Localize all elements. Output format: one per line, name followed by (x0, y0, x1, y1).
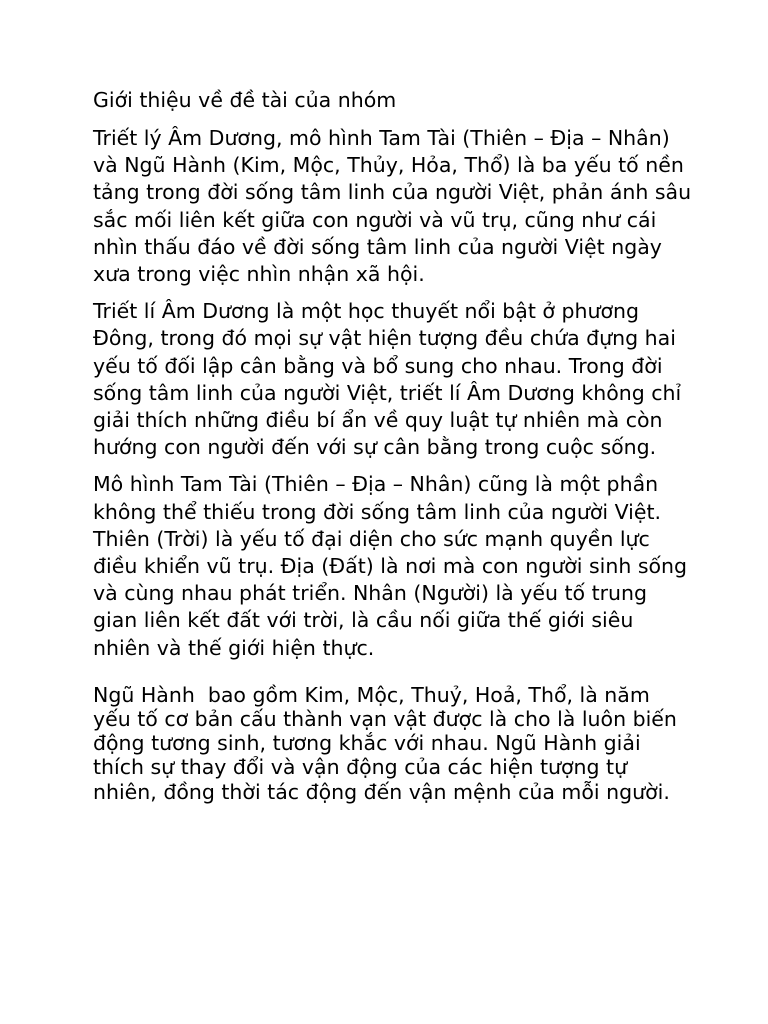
paragraph-intro: Triết lý Âm Dương, mô hình Tam Tài (Thiên – Địa – Nhân) và Ngũ Hành (Kim, Mộc, Thủy, Hỏa, Thổ) là ba yếu tố nền tảng trong đời sống tâm linh của người Việt, phản ánh sâu sắc mối liên kết giữa con người và vũ trụ, cũng như cái nhìn thấu đáo về đời sống tâm linh của người Việt ngày xưa trong việc nhìn nhận xã hội. (93, 126, 692, 287)
paragraph-tam-tai: Mô hình Tam Tài (Thiên – Địa – Nhân) cũng là một phần không thể thiếu trong đời sống tâm linh của người Việt. Thiên (Trời) là yếu tố đại diện cho sức mạnh quyền lực điều khiển vũ trụ. Địa (Đất) là nơi mà con người sinh sống và cùng nhau phát triển. Nhân (Người) là yếu tố trung gian liên kết đất với trời, là cầu nối giữa thế giới siêu nhiên và thế giới hiện thực. (93, 472, 688, 660)
paragraph-am-duong: Triết lí Âm Dương là một học thuyết nổi bật ở phương Đông, trong đó mọi sự vật hiện tượng đều chứa đựng hai yếu tố đối lập cân bằng và bổ sung cho nhau. Trong đời sống tâm linh của người Việt, triết lí Âm Dương không chỉ giải thích những điều bí ẩn về quy luật tự nhiên mà còn hướng con người đến với sự cân bằng trong cuộc sống. (93, 299, 682, 460)
document-body (93, 86, 693, 804)
paragraph-ngu-hanh: Ngũ Hành bao gồm Kim, Mộc, Thuỷ, Hoả, Thổ, là năm yếu tố cơ bản cấu thành vạn vật được là cho là luôn biến động tương sinh, tương khắc với nhau. Ngũ Hành giải thích sự thay đổi và vận động của các hiện tượng tự nhiên, đồng thời tác động đến vận mệnh của mỗi người. (93, 682, 684, 804)
document-heading: Giới thiệu về đề tài của nhóm (93, 88, 397, 112)
